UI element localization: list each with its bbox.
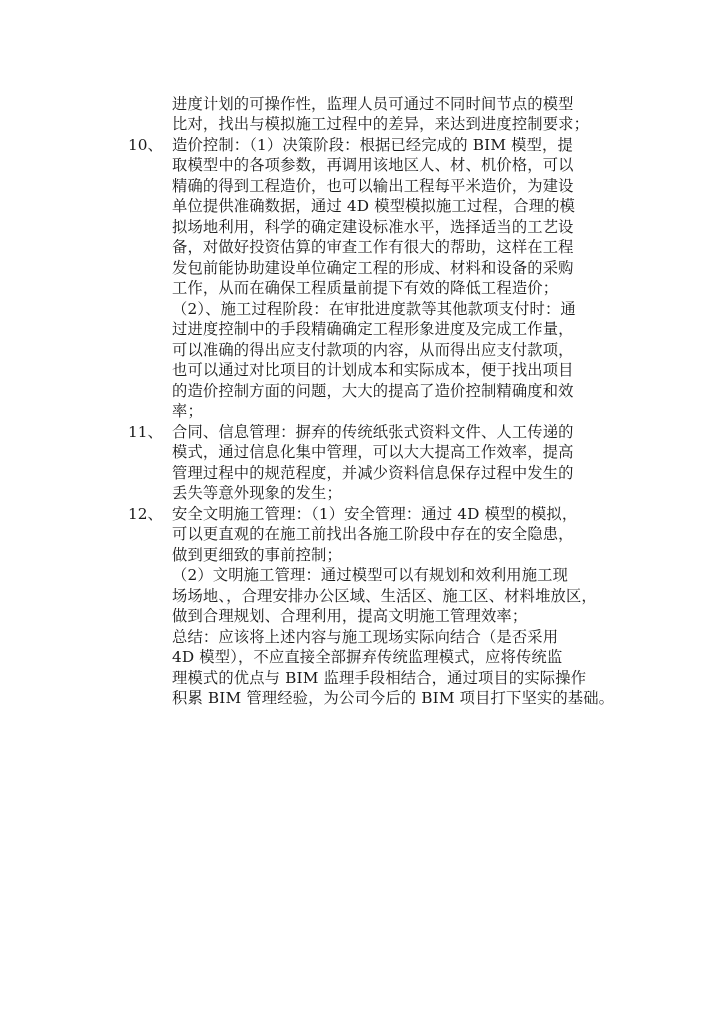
text-line: 总结：应该将上述内容与施工现场实际向结合（是否采用 [172,628,559,646]
text-line: 造价控制：（1）决策阶段：根据已经完成的 BIM 模型，提 [172,136,573,154]
text-line: 进度计划的可操作性，监理人员可通过不同时间节点的模型 [172,95,574,113]
text-line: 单位提供准确数据，通过 4D 模型模拟施工过程，合理的模 [172,197,576,215]
text-line: 可以准确的得出应支付款项的内容，从而得出应支付款项， [172,341,574,359]
text-line: 场场地、，合理安排办公区域、生活区、施工区、材料堆放区， [172,587,597,605]
text-line: 理模式的优点与 BIM 监理手段相结合，通过项目的实际操作 [172,669,587,687]
text-line: 比对，找出与模拟施工过程中的差异，来达到进度控制要求； [172,115,590,133]
text-line: 做到更细致的事前控制； [172,546,342,564]
text-line: 精确的得到工程造价，也可以输出工程每平米造价，为建设 [172,177,574,195]
text-line: 工作，从而在确保工程质量前提下有效的降低工程造价； [172,279,559,297]
text-line: 4D 模型），不应直接全部摒弃传统监理模式，应将传统监 [172,648,563,666]
text-line: 安全文明施工管理：（1）安全管理：通过 4D 模型的模拟， [172,505,578,523]
text-line: 丢失等意外现象的发生； [172,484,342,502]
item-number-10: 10、 [128,136,163,154]
text-line: 做到合理规划、合理利用，提高文明施工管理效率； [172,607,528,625]
text-line: 也可以通过对比项目的计划成本和实际成本，便于找出项目 [172,361,574,379]
text-line: （2）、施工过程阶段：在审批进度款等其他款项支付时：通 [172,300,576,318]
text-line: 合同、信息管理：摒弃的传统纸张式资料文件、人工传递的 [172,423,574,441]
item-number-12: 12、 [128,505,163,523]
text-line: （2）文明施工管理：通过模型可以有规划和效利用施工现 [172,566,569,584]
text-line: 管理过程中的规范程度，并减少资料信息保存过程中发生的 [172,464,574,482]
text-line: 模式，通过信息化集中管理，可以大大提高工作效率，提高 [172,443,574,461]
text-line: 积累 BIM 管理经验，为公司今后的 BIM 项目打下坚实的基础。 [172,689,615,707]
text-line: 发包前能协助建设单位确定工程的形成、材料和设备的采购 [172,259,574,277]
text-line: 可以更直观的在施工前找出各施工阶段中存在的安全隐患， [172,525,574,543]
text-line: 的造价控制方面的问题，大大的提高了造价控制精确度和效 [172,382,574,400]
text-line: 过进度控制中的手段精确确定工程形象进度及完成工作量， [172,320,574,338]
text-line: 取模型中的各项参数，再调用该地区人、材、机价格，可以 [172,156,574,174]
item-number-11: 11、 [128,423,163,441]
text-line: 拟场地利用，科学的确定建设标准水平，选择适当的工艺设 [172,218,574,236]
text-line: 备，对做好投资估算的审查工作有很大的帮助，这样在工程 [172,238,574,256]
text-line: 率； [172,402,203,420]
